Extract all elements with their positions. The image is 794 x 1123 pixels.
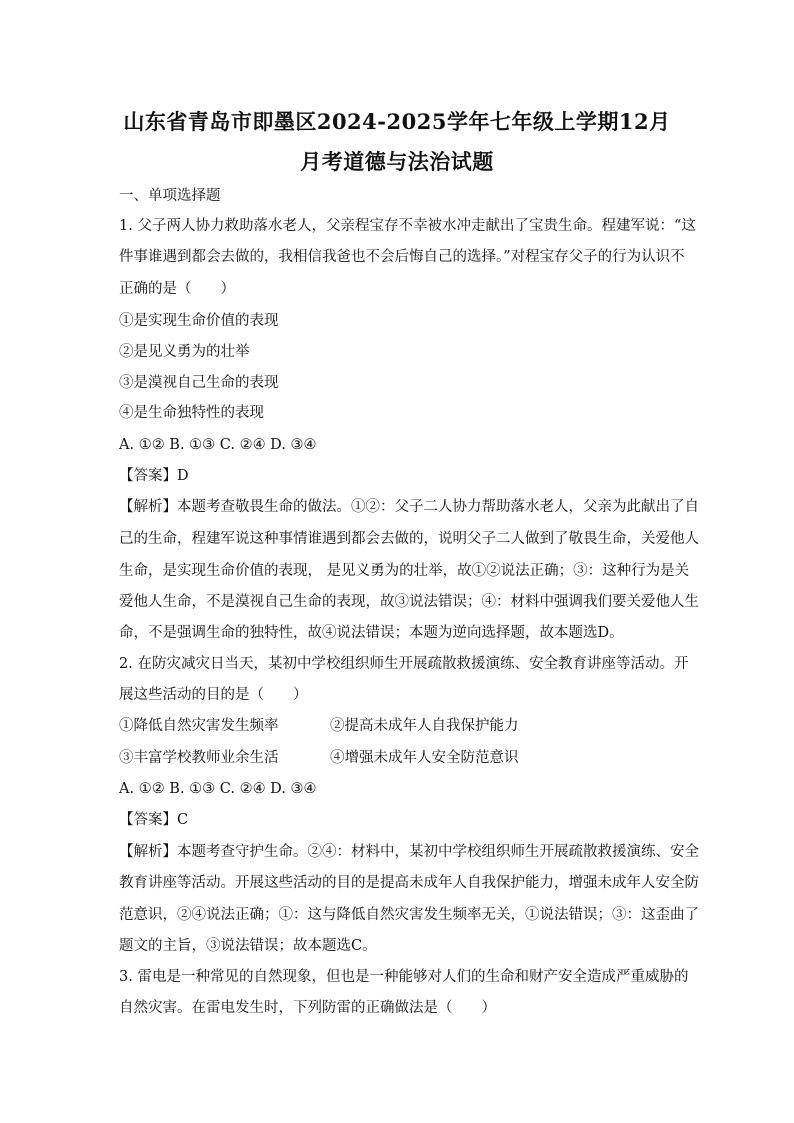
q2-stem-line: 2. 在防灾减灾日当天，某初中学校组织师生开展疏散救援演练、安全教育讲座等活动。开	[119, 656, 689, 672]
q1-option: ④是生命独特性的表现	[119, 405, 264, 421]
section-heading: 一、单项选择题	[119, 188, 221, 204]
q1-analysis-line: 【解析】本题考查敬畏生命的做法。①②：父子二人协力帮助落水老人，父亲为此献出了自	[119, 499, 699, 515]
q2-analysis-line: 【解析】本题考查守护生命。②④：材料中，某初中学校组织师生开展疏散救援演练、安全	[119, 844, 699, 860]
q1-analysis-line: 命，不是强调生命的独特性，故④说法错误；本题为逆向选择题，故本题选D。	[119, 625, 624, 641]
q2-choices: A. ①② B. ①③ C. ②④ D. ③④	[119, 781, 317, 797]
q2-analysis-line: 范意识，②④说法正确；①：这与降低自然灾害发生频率无关，①说法错误；③：这歪曲了	[119, 907, 699, 923]
q1-analysis-line: 爱他人生命，不是漠视自己生命的表现，故③说法错误；④：材料中强调我们要关爱他人生	[119, 594, 699, 610]
q1-choices: A. ①② B. ①③ C. ②④ D. ③④	[119, 437, 317, 453]
q2-option: ①降低自然灾害发生频率	[119, 718, 279, 734]
q1-stem-line: 件事谁遇到都会去做的，我相信我爸也不会后悔自己的选择。”对程宝存父子的行为认识不	[119, 249, 685, 265]
q2-answer: 【答案】C	[119, 812, 189, 828]
q1-stem-line: 1. 父子两人协力救助落水老人，父亲程宝存不幸被水冲走献出了宝贵生命。程建军说：“这	[119, 218, 696, 234]
q2-option: ③丰富学校教师业余生活	[119, 750, 279, 766]
q2-analysis-line: 题文的主旨，③说法错误；故本题选C。	[119, 938, 377, 954]
q2-options-row	[119, 748, 679, 768]
q1-option: ③是漠视自己生命的表现	[119, 375, 279, 391]
q1-option: ①是实现生命价值的表现	[119, 313, 279, 329]
q2-stem-line: 展这些活动的目的是（ ）	[119, 687, 308, 703]
q2-option: ②提高未成年人自我保护能力	[330, 718, 519, 734]
q1-answer: 【答案】D	[119, 468, 189, 484]
q1-stem-line: 正确的是（ ）	[119, 281, 235, 297]
q3-stem-line: 自然灾害。在雷电发生时，下列防雷的正确做法是（ ）	[119, 1000, 496, 1016]
document-title-line-2: 月考道德与法治试题	[300, 149, 494, 174]
q2-analysis-line: 教育讲座等活动。开展这些活动的目的是提高未成年人自我保护能力，增强未成年人安全防	[119, 875, 699, 891]
q2-option: ④增强未成年人安全防范意识	[330, 750, 519, 766]
q2-options-row	[119, 716, 679, 736]
document-title-line-1: 山东省青岛市即墨区2024-2025学年七年级上学期12月	[123, 109, 671, 134]
q1-analysis-line: 己的生命，程建军说这种事情谁遇到都会去做的，说明父子二人做到了敬畏生命，关爱他人	[119, 531, 699, 547]
q1-analysis-line: 生命，是实现生命价值的表现， 是见义勇为的壮举，故①②说法正确；③：这种行为是关	[119, 563, 690, 579]
q3-stem-line: 3. 雷电是一种常见的自然现象，但也是一种能够对人们的生命和财产安全造成严重威胁的	[119, 969, 689, 985]
q1-option: ②是见义勇为的壮举	[119, 344, 250, 360]
